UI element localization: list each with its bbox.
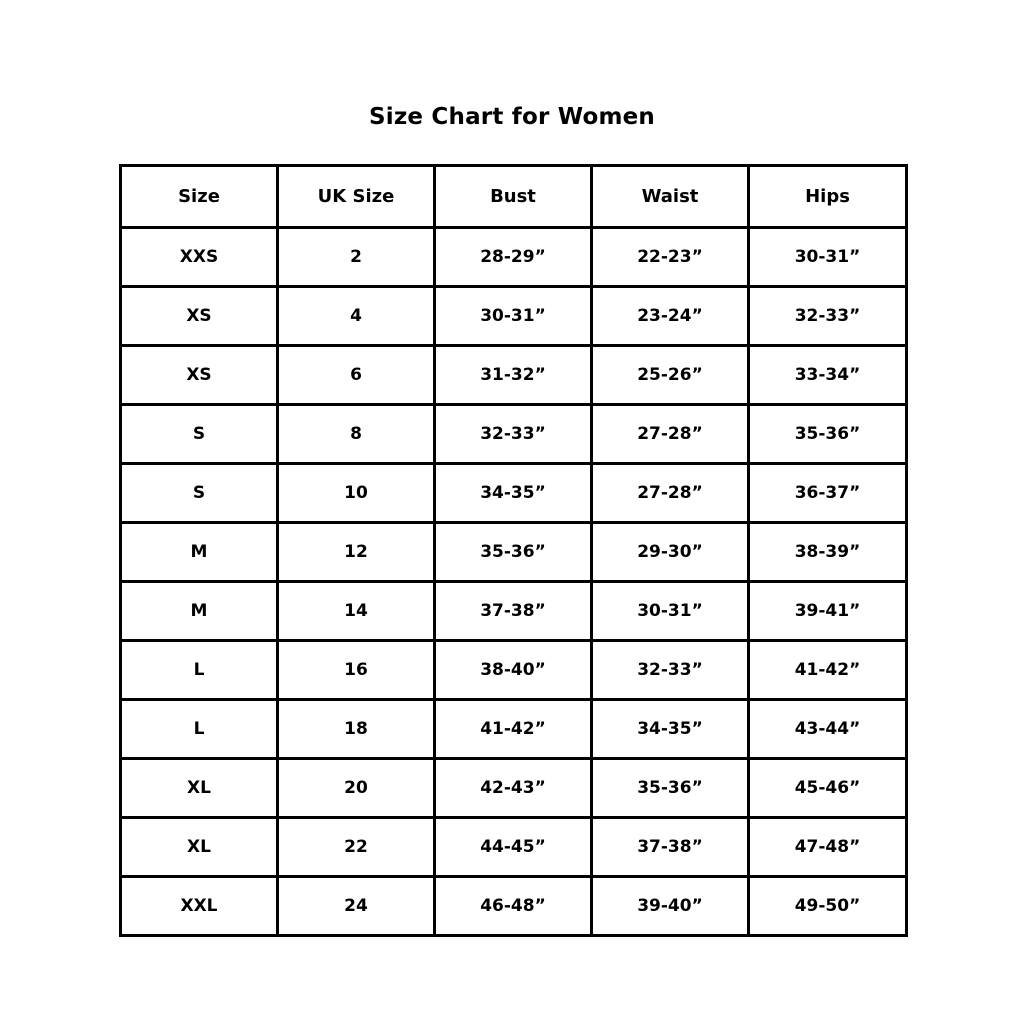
cell-hips: 47-48” [749,818,907,877]
cell-hips: 45-46” [749,759,907,818]
table-row [121,287,907,346]
cell-bust: 44-45” [435,818,592,877]
page-title: Size Chart for Women [368,104,655,130]
cell-bust: 34-35” [435,464,592,523]
column-header-hips: Hips [749,166,907,228]
cell-bust: 37-38” [435,582,592,641]
cell-waist: 34-35” [592,700,749,759]
size-chart-table-container [119,164,905,937]
cell-waist: 27-28” [592,405,749,464]
cell-size: XS [121,287,278,346]
cell-waist: 35-36” [592,759,749,818]
table-row [121,228,907,287]
table-row [121,582,907,641]
cell-bust: 46-48” [435,877,592,936]
cell-waist: 23-24” [592,287,749,346]
cell-hips: 43-44” [749,700,907,759]
table-row [121,464,907,523]
cell-uk-size: 16 [278,641,435,700]
cell-bust: 28-29” [435,228,592,287]
cell-uk-size: 22 [278,818,435,877]
cell-bust: 35-36” [435,523,592,582]
cell-waist: 37-38” [592,818,749,877]
cell-uk-size: 14 [278,582,435,641]
cell-uk-size: 12 [278,523,435,582]
table-row [121,759,907,818]
column-header-bust: Bust [435,166,592,228]
cell-waist: 25-26” [592,346,749,405]
table-row [121,346,907,405]
column-header-waist: Waist [592,166,749,228]
column-header-size: Size [121,166,278,228]
table-row [121,700,907,759]
cell-hips: 38-39” [749,523,907,582]
cell-hips: 49-50” [749,877,907,936]
cell-hips: 35-36” [749,405,907,464]
cell-uk-size: 24 [278,877,435,936]
cell-hips: 30-31” [749,228,907,287]
cell-waist: 29-30” [592,523,749,582]
cell-bust: 41-42” [435,700,592,759]
size-chart-table [119,164,908,937]
cell-size: M [121,582,278,641]
cell-uk-size: 20 [278,759,435,818]
cell-uk-size: 8 [278,405,435,464]
cell-size: XXS [121,228,278,287]
cell-bust: 30-31” [435,287,592,346]
cell-hips: 36-37” [749,464,907,523]
cell-uk-size: 10 [278,464,435,523]
cell-hips: 39-41” [749,582,907,641]
cell-hips: 32-33” [749,287,907,346]
cell-bust: 38-40” [435,641,592,700]
table-row [121,405,907,464]
cell-bust: 32-33” [435,405,592,464]
cell-bust: 31-32” [435,346,592,405]
cell-hips: 41-42” [749,641,907,700]
cell-uk-size: 6 [278,346,435,405]
cell-uk-size: 4 [278,287,435,346]
table-row [121,818,907,877]
cell-size: L [121,700,278,759]
cell-waist: 30-31” [592,582,749,641]
cell-size: L [121,641,278,700]
cell-size: XL [121,759,278,818]
table-row [121,641,907,700]
table-body [121,228,907,936]
cell-size: S [121,405,278,464]
cell-uk-size: 2 [278,228,435,287]
cell-hips: 33-34” [749,346,907,405]
cell-size: XS [121,346,278,405]
cell-size: M [121,523,278,582]
table-row [121,877,907,936]
cell-uk-size: 18 [278,700,435,759]
cell-size: XL [121,818,278,877]
table-header-row [121,166,907,228]
cell-size: S [121,464,278,523]
table-row [121,523,907,582]
cell-waist: 22-23” [592,228,749,287]
cell-waist: 32-33” [592,641,749,700]
cell-waist: 27-28” [592,464,749,523]
cell-size: XXL [121,877,278,936]
cell-bust: 42-43” [435,759,592,818]
table-header [121,166,907,228]
cell-waist: 39-40” [592,877,749,936]
column-header-uk-size: UK Size [278,166,435,228]
